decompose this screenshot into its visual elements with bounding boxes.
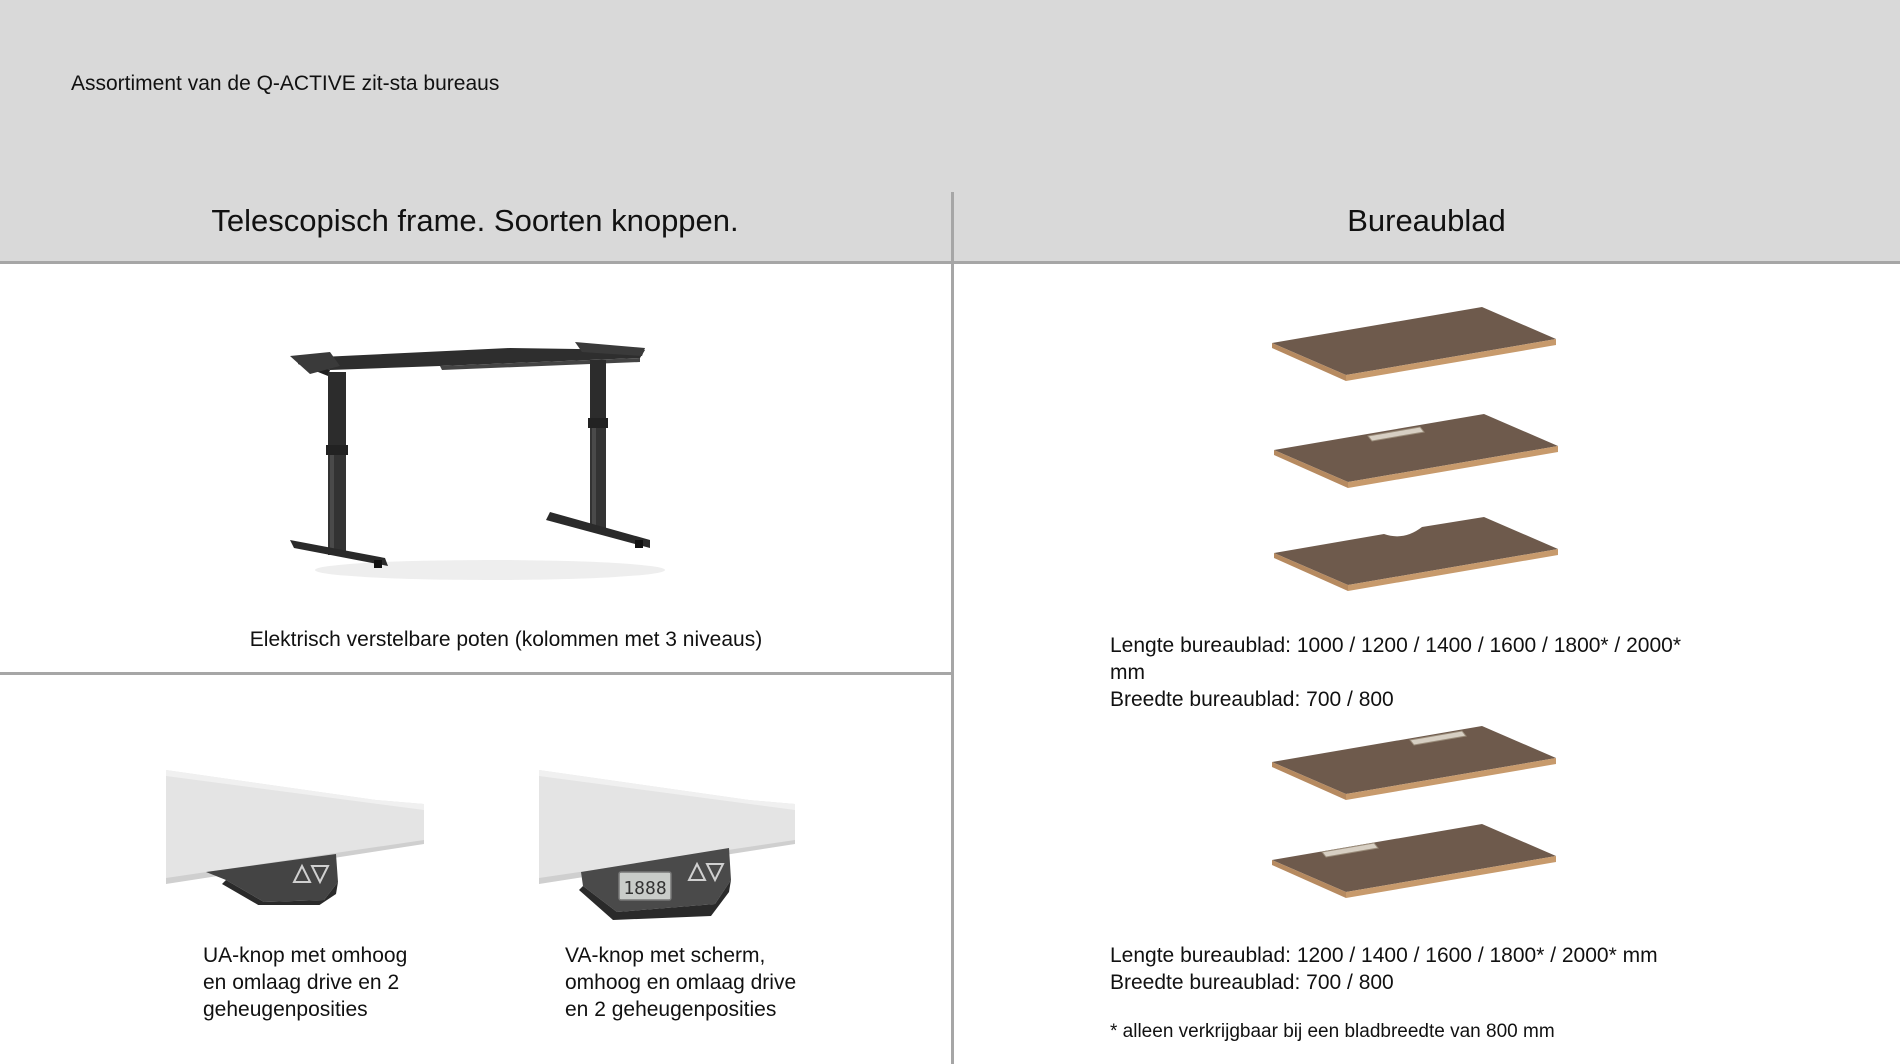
va-caption — [565, 942, 796, 1023]
desktop-cutout-image — [1272, 515, 1562, 595]
va-display-readout: 1888 — [623, 878, 667, 899]
frame-caption: Elektrisch verstelbare poten (kolommen met 3 niveaus) — [249, 628, 763, 651]
desktop-plain-image — [1270, 305, 1560, 385]
desktop-width-line: Breedte bureaublad: 700 / 800 — [1110, 688, 1394, 711]
page-title: Assortiment van de Q-ACTIVE zit-sta bureaus — [71, 72, 500, 95]
ua-caption — [203, 942, 407, 1023]
ua-caption-line: geheugenposities — [203, 998, 368, 1021]
ua-caption-line: en omlaag drive en 2 — [203, 971, 400, 994]
va-caption-line: VA-knop met scherm, — [565, 944, 766, 967]
desktop-section-heading: Bureaublad — [1347, 203, 1506, 238]
va-caption-line: en 2 geheugenposities — [565, 998, 777, 1021]
frame-section-heading: Telescopisch frame. Soorten knoppen. — [211, 203, 739, 238]
desktop-length-line: Lengte bureaublad: 1200 / 1400 / 1600 / 1800* / 2000* mm — [1110, 944, 1658, 967]
telescopic-frame-image — [290, 330, 680, 590]
desktop-group2-specs — [1110, 942, 1658, 996]
header-divider — [0, 261, 1900, 264]
va-button-image — [539, 770, 799, 920]
desktop-group1-specs — [1110, 632, 1681, 713]
ua-button-image — [166, 770, 426, 905]
section-divider — [0, 672, 952, 675]
ua-caption-line: UA-knop met omhoog — [203, 944, 408, 967]
footnote: * alleen verkrijgbaar bij een bladbreedte van 800 mm — [1110, 1021, 1555, 1042]
desktop-wide-slot-image — [1270, 724, 1560, 804]
desktop-cable-slot-image — [1272, 412, 1562, 492]
desktop-length-unit: mm — [1110, 661, 1145, 684]
desktop-front-slot-image — [1270, 822, 1560, 902]
va-caption-line: omhoog en omlaag drive — [565, 971, 797, 994]
desktop-length-line: Lengte bureaublad: 1000 / 1200 / 1400 / 1600 / 1800* / 2000* — [1110, 634, 1681, 657]
desktop-width-line: Breedte bureaublad: 700 / 800 — [1110, 971, 1394, 994]
